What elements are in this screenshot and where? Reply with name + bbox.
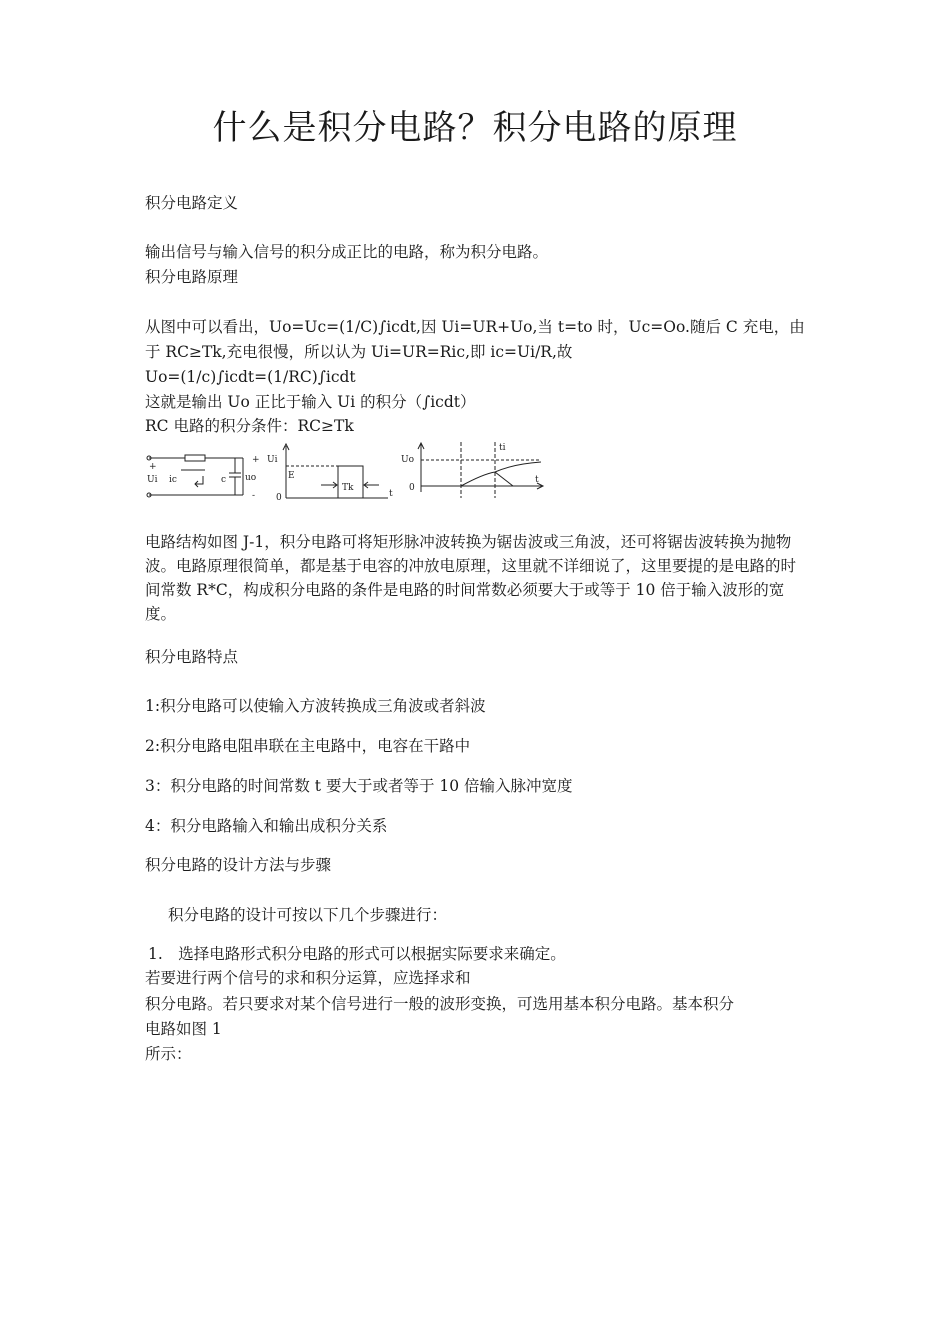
circuit-uo-label: uo bbox=[245, 473, 257, 483]
principle-line-3: Uo=(1/c)∫icdt=(1/RC)∫icdt bbox=[145, 368, 356, 386]
circuit-ic-label: ic bbox=[169, 475, 177, 485]
structure-paragraph: 电路结构如图 J-1，积分电路可将矩形脉冲波转换为锯齿波或三角波，还可将锯齿波转换为抛物波。电路原理很简单，都是基于电容的冲放电原理，这里就不详细说了，这里要提的是电路的时间常数 R*C，构成积分电路的条件是电路的时间常数必须要大于或等于 10 倍于输入波形的宽度。 bbox=[145, 533, 797, 623]
principle-line-4: 这就是输出 Uo 正比于输入 Ui 的积分（∫icdt） bbox=[145, 393, 476, 411]
design-step-1-line-3: 积分电路。若只要求对某个信号进行一般的波形变换，可选用基本积分电路。基本积分 bbox=[145, 995, 735, 1013]
output-wave-plot bbox=[418, 442, 543, 498]
design-heading: 积分电路的设计方法与步骤 bbox=[145, 856, 332, 874]
feature-item-1: 1:积分电路可以使输入方波转换成三角波或者斜波 bbox=[145, 697, 486, 715]
pulse-tk-label: Tk bbox=[342, 483, 354, 493]
rc-circuit-diagram bbox=[147, 455, 243, 497]
design-step-1-line-5: 所示： bbox=[145, 1045, 192, 1063]
design-step-1-line-4: 电路如图 1 bbox=[145, 1020, 222, 1038]
output-ti-label: ti bbox=[499, 443, 506, 453]
pulse-zero-label: 0 bbox=[276, 493, 282, 503]
output-zero-label: 0 bbox=[409, 483, 415, 493]
circuit-out-minus-label: - bbox=[252, 491, 256, 501]
design-intro: 积分电路的设计可按以下几个步骤进行： bbox=[168, 906, 448, 924]
feature-item-2: 2:积分电路电阻串联在主电路中，电容在干路中 bbox=[145, 737, 471, 755]
page-title: 什么是积分电路？积分电路的原理 bbox=[212, 108, 738, 148]
circuit-out-plus-label: + bbox=[252, 455, 260, 465]
features-heading: 积分电路特点 bbox=[145, 648, 239, 666]
input-pulse-plot bbox=[283, 444, 388, 498]
pulse-t-label: t bbox=[389, 489, 393, 499]
circuit-ui-label: Ui bbox=[147, 475, 158, 485]
design-step-1-line-2: 若要进行两个信号的求和积分运算，应选择求和 bbox=[145, 969, 471, 987]
feature-item-4: 4：积分电路输入和输出成积分关系 bbox=[145, 817, 388, 835]
circuit-c-label: c bbox=[221, 475, 227, 485]
principle-line-1: 从图中可以看出，Uo=Uc=(1/C)∫icdt,因 Ui=UR+Uo,当 t=to 时，Uc=Oo.随后 C 充电，由 bbox=[145, 318, 805, 336]
circuit-plus-label: + bbox=[149, 462, 157, 472]
principle-line-2: 于 RC≥Tk,充电很慢，所以认为 Ui=UR=Ric,即 ic=Ui/R,故 bbox=[145, 343, 573, 361]
definition-text: 输出信号与输入信号的积分成正比的电路，称为积分电路。 bbox=[145, 243, 549, 261]
pulse-ui-label: Ui bbox=[267, 455, 278, 465]
output-uo-label: Uo bbox=[401, 455, 415, 465]
principle-heading: 积分电路原理 bbox=[145, 268, 239, 286]
definition-heading: 积分电路定义 bbox=[145, 194, 239, 212]
principle-line-5: RC 电路的积分条件：RC≥Tk bbox=[145, 417, 354, 435]
integrator-circuit-figure bbox=[143, 440, 548, 505]
design-step-1: 1. 选择电路形式积分电路的形式可以根据实际要求来确定。 bbox=[148, 945, 566, 963]
feature-item-3: 3：积分电路的时间常数 t 要大于或者等于 10 倍输入脉冲宽度 bbox=[145, 777, 573, 795]
output-t-label: t bbox=[535, 475, 539, 485]
pulse-e-label: E bbox=[288, 471, 295, 481]
